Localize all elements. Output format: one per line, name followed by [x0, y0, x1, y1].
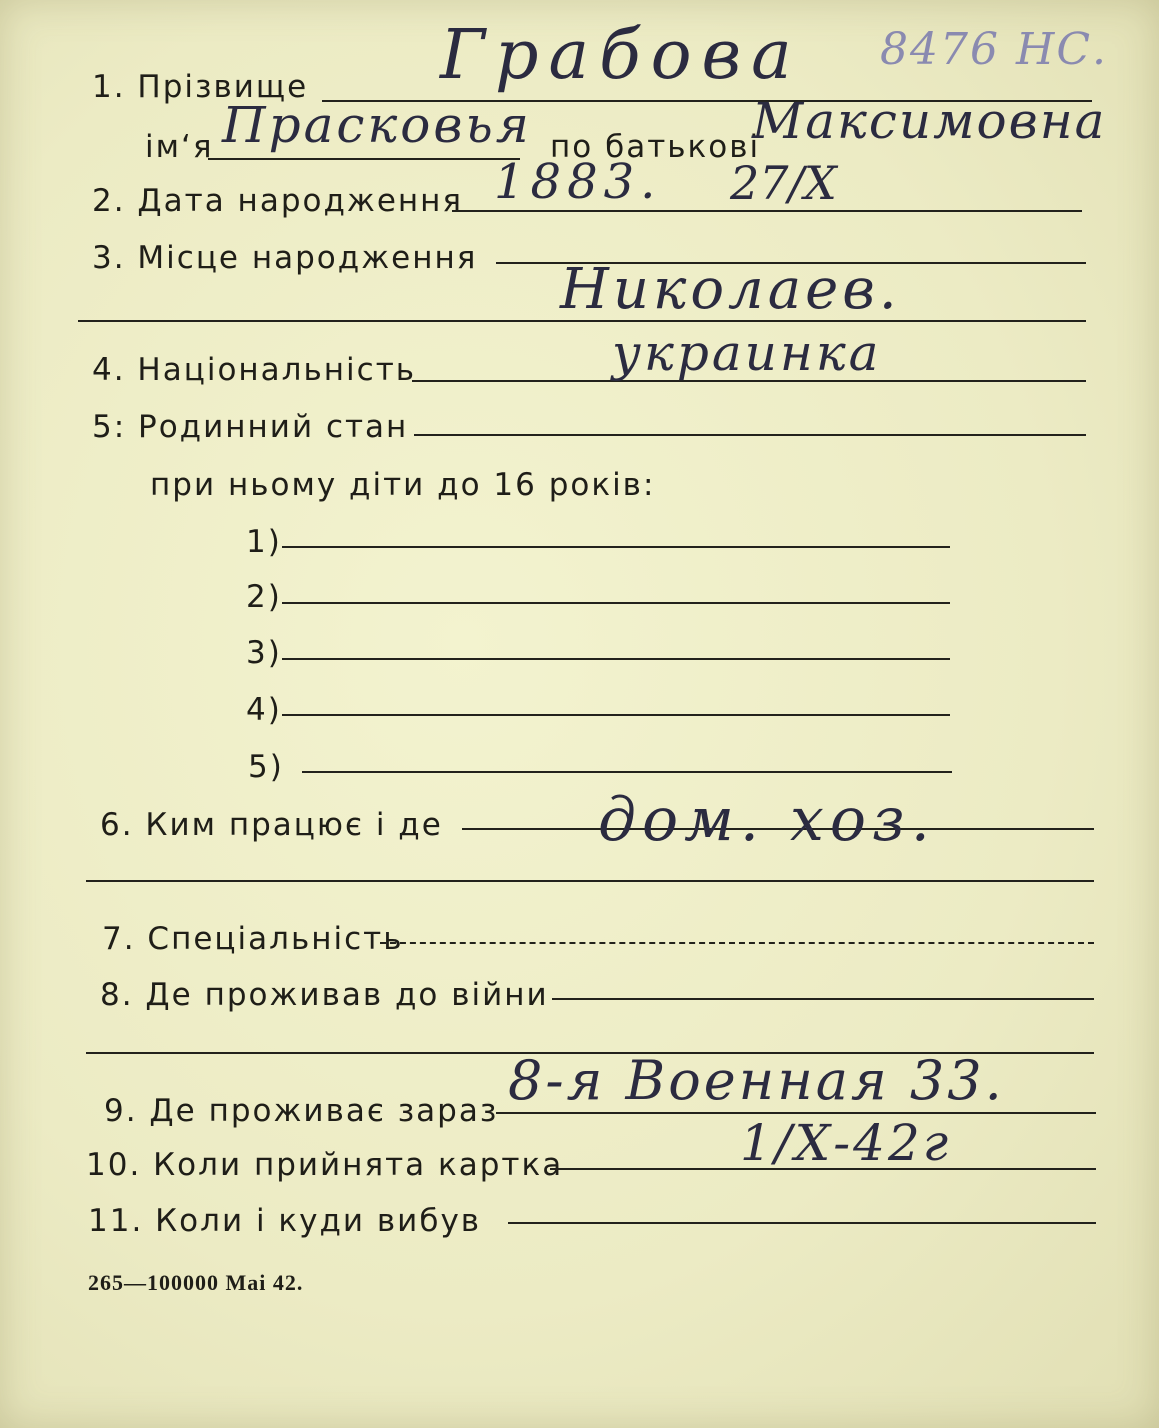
print-code: 265—100000 Mai 42. — [88, 1270, 304, 1295]
patronymic-value: Максимовна — [752, 92, 1107, 150]
work-line-2 — [86, 880, 1094, 882]
surname-label: 1. Прізвище — [92, 69, 309, 105]
birth-place-value: Николаев. — [560, 257, 901, 322]
prewar-residence-line-1 — [552, 998, 1094, 1000]
nationality-value: украинка — [612, 324, 882, 382]
birth-date-year: 1883. — [494, 154, 662, 210]
surname-value: Грабова — [440, 16, 802, 95]
child-slot-3-label: 3) — [246, 635, 282, 671]
marital-status-label: 5: Родинний стан — [92, 409, 409, 445]
work-label: 6. Ким працює і де — [100, 807, 443, 843]
children-label: при ньому діти до 16 років: — [150, 467, 656, 503]
departure-line — [508, 1222, 1096, 1224]
specialty-label: 7. Спеціальність — [102, 921, 404, 957]
child-slot-2-line — [282, 602, 950, 604]
registration-number: 8476 НС. — [880, 24, 1108, 75]
birth-place-label: 3. Місце народження — [92, 240, 478, 276]
marital-status-line — [414, 434, 1086, 436]
work-value: дом. хоз. — [598, 785, 936, 855]
card-accepted-label: 10. Коли прийнята картка — [86, 1147, 564, 1183]
birth-date-line — [452, 210, 1082, 212]
first-name-label: ім‘я — [145, 129, 214, 165]
child-slot-4-line — [282, 714, 950, 716]
current-residence-label: 9. Де проживає зараз — [104, 1093, 499, 1129]
card-accepted-value: 1/Х-42г — [740, 1114, 952, 1172]
prewar-residence-label: 8. Де проживав до війни — [100, 977, 549, 1013]
child-slot-5-label: 5) — [248, 749, 284, 785]
child-slot-1-label: 1) — [246, 524, 282, 560]
child-slot-5-line — [302, 771, 952, 773]
specialty-line — [380, 942, 1094, 944]
child-slot-2-label: 2) — [246, 579, 282, 615]
current-residence-value: 8-я Военная 33. — [508, 1049, 1005, 1112]
patronymic-label: по батькові — [550, 129, 761, 165]
child-slot-1-line — [282, 546, 950, 548]
birth-date-day: 27/Х — [730, 156, 837, 210]
child-slot-3-line — [282, 658, 950, 660]
birth-date-label: 2. Дата народження — [92, 183, 464, 219]
first-name-value: Прасковья — [222, 96, 532, 154]
departure-label: 11. Коли і куди вибув — [88, 1203, 482, 1239]
child-slot-4-label: 4) — [246, 692, 282, 728]
nationality-label: 4. Національність — [92, 352, 417, 388]
first-name-line — [208, 158, 520, 160]
